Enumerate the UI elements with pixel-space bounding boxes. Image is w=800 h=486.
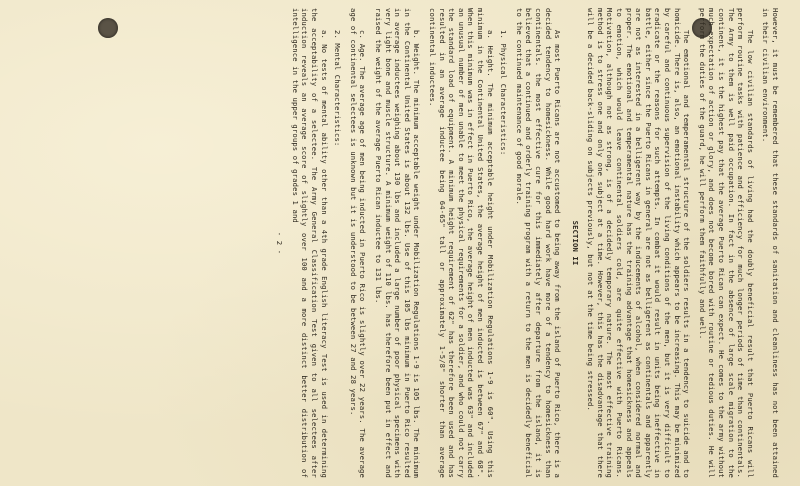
paragraph-routine-tasks: The low civilian standards of living had the doubly beneficial result that Puerto Ricans will perform routine tasks with patience and efficiency for much longer periods of time than continentals. The Army to them is well paid occupation. In fact in the absence of large scale migration to the continent, it is the highest pay that the average Puerto Rican can expect. He comes to the army without much expectation of action or glory, and does not become bored with routine or tedious duties. He will perform the duties of the guard, he will perform them faithfully and well.	[697, 8, 755, 478]
subheading-mental: 2. Mental Characteristics:	[333, 30, 343, 147]
paragraph-homesickness: As most Puerto Ricans are not accustomed to being away from the island of Puerto Rico, there is a decided tendency to homesickness. While good hard work have more of a tendency to homesickness than continentals. the most effective cure for this immediately after departure from the island, it is believed that a continued and orderly training program with a return to the men is decidedly beneficial to the continued maintenance of good morale.	[514, 8, 563, 478]
subheading-physical: 1. Physical Characteristics:	[499, 30, 509, 156]
paragraph-emotional-structure: The emotional and temperamental structure of the soldiers results in a tendency to suicide and to homicide. There is, also, an emotional instability which appears to be increasing. This may be minimized by careful and continuous supervision of the living conditions of the men, but it is very difficult to eradicate or the reasons for such attempts. In combat it would result in units being ineffective in battle, either since the Puerto Ricans in general are not as belligerent as continentals and apparently are not as interested in a belligerent way by the inducements of alcohol, when considered normal and proper. The emotional and temperamental nature has the training advantage that homesickness and appeals to emotion, which would leave continental soldiers cold, are quite effective with Puerto Ricans. Motivation, although not as strong, is of a decidedly temporary nature. The most effective training method is to stress one and only one subject at a time. However, this has the disadvantage that there will be a decided back-sliding on subjects previously, but not at the time being stressed.	[586, 8, 692, 478]
paragraph-height: a. Height. The minimum acceptable height under Mobilization Regulations 1-9 is 60". Using this minimum in the Continental United States, the average height of men inducted is between 67" and 68". When this minimum was in effect in Puerto Rico, the average height of men inducted was 63" and included an unusual number of men unable to meet the physical requirements for a soldier, and who could not carry the standard load of equipment. A minimum height requirement of 62" has therefore been used and has resulted in an average inductee being 64-65" tall or approximately 1-5/8" shorter than average continental inductees.	[428, 8, 495, 478]
rotated-text-body	[20, 8, 780, 478]
paragraph-weight: b. Weight. The minimum acceptable weight under Mobilization Regulations 1-9 is 105 lbs. The minimum in the Continental United States is about 132 lbs. Use of this 105 lbs minimum in Puerto Rico resulted in average inductees weighing about 130 lbs and included a large number of poor physical specimens with very light bone and muscle structure. A minimum weight of 110 lbs. has therefore been put in effect and raised the weight of the average Puerto Rican inductee to 131 lbs.	[374, 8, 422, 478]
paragraph-age: c. Age. The average age of men being inducted in Puerto Rico is slightly over 22 years. The average age of continental selectees is unknown but it is understood to be between 27 and 28 years.	[348, 8, 368, 478]
intro-paragraph: However, it must be remembered that these standards of sanitation and cleanliness has not been attained in their civilian environment.	[761, 8, 780, 478]
page-number: - 2 -	[275, 231, 285, 255]
section-heading: SECTION II	[570, 220, 580, 266]
paragraph-mental-tests: a. No tests of mental ability other than a 4th grade English literacy Test is used in determining the acceptability of a selectee. The Army General Classification Test given to all selectees after induction reveals an average score of slightly over 100 and a more distinct better distribution of intelligence in the upper groups of grades 1 and	[290, 8, 329, 478]
